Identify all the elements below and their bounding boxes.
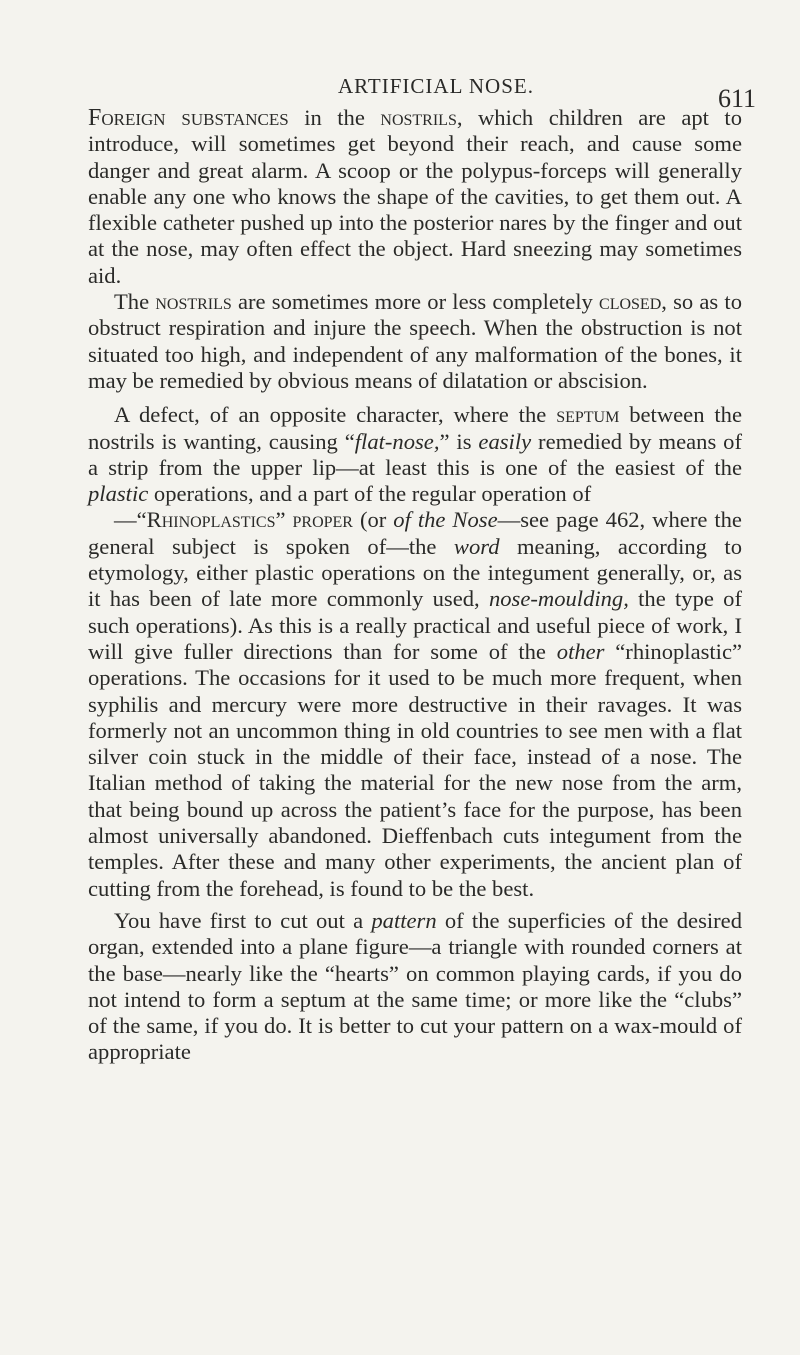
italic-term: easily: [478, 428, 532, 454]
paragraph-text-fragment: are sometimes more or less completely: [231, 289, 600, 315]
paragraph-closed-nostrils-body: [88, 289, 742, 394]
small-caps-term: nostrils: [155, 289, 232, 315]
paragraph-text-fragment: A defect, of an opposite character, where the: [114, 402, 557, 428]
italic-term: nose-moulding,: [488, 586, 629, 612]
paragraph-text-fragment: You have first to cut out a: [114, 907, 372, 933]
paragraph-foreign-substances: [88, 105, 742, 289]
page-number: 611: [718, 84, 757, 113]
paragraph-text-fragment: —see page 462, where the general subject is spoken of—the: [88, 507, 742, 559]
paragraph-text-fragment: between the nostrils is wanting, causing “: [88, 402, 743, 454]
paragraph-text-fragment: —“: [114, 507, 147, 533]
italic-term: pattern: [371, 907, 437, 933]
italic-term: flat-nose,: [354, 428, 440, 454]
italic-term: plastic: [88, 481, 149, 507]
small-caps-term: septum: [556, 402, 620, 428]
italic-term: other: [556, 638, 605, 664]
small-caps-term: nostrils: [380, 105, 457, 130]
paragraph-rhinoplastics: [88, 507, 742, 901]
paragraph-septum-defect: [88, 402, 742, 507]
small-caps-term: closed: [599, 289, 662, 315]
italic-term: of the Nose: [393, 507, 498, 533]
paragraph-text: of the superficies of the desired organ, extended into a plane figure—a triangle with rounded corners at the base—nearly like the “hearts” on common playing cards, if you do not intend to form a septum at the same time; or more like the “clubs” of the same, if you do. It is better to cut your pattern on a wax-mould of appropriate: [88, 907, 742, 1065]
small-caps-term: proper: [292, 507, 353, 533]
italic-term: word: [453, 533, 500, 559]
body-text: [88, 105, 742, 1066]
paragraph-text: , so as to obstruct respiration and injure the speech. When the obstruction is not situated too high, and independent of any malformation of the bones, it may be remedied by obvious means of dilatation or abscision.: [88, 289, 743, 393]
paragraph-text-fragment: ” is: [439, 428, 479, 454]
paragraph-pattern: [88, 908, 742, 1066]
paragraph-text-fragment: ”: [275, 507, 293, 533]
paragraph-text-fragment: remedied by means of a strip from the upper lip—at least this is one of the easiest of the: [88, 428, 742, 480]
paragraph-text: , which children are apt to introduce, will sometimes get beyond their reach, and cause some danger and great alarm. A scoop or the polypus-forceps will generally enable any one who knows the shape of the cavities, to get them out. A flexible catheter pushed up into the posterior nares by the finger and out at the nose, may often effect the object. Hard sneezing may sometimes aid.: [88, 105, 743, 288]
paragraph-text-fragment: the type of such operations). As this is a really practical and useful piece of work, I will give fuller directions than for some of the: [88, 586, 742, 664]
paragraph-text: operations, and a part of the regular operation of: [148, 481, 592, 507]
lead-small-caps: Foreign substances: [88, 105, 289, 131]
paragraph-text-fragment: The: [114, 289, 156, 315]
small-caps-term: Rhinoplastics: [146, 507, 276, 533]
running-title: ARTIFICIAL NOSE.: [338, 74, 534, 98]
paragraph-text: “rhinoplastic” operations. The occasions for it used to be much more frequent, when syphilis and mercury were more destructive in their ravages. It was formerly not an uncommon thing in old countries to see men with a flat silver coin stuck in the middle of their face, instead of a nose. The Italian method of taking the material for the new nose from the arm, that being bound up across the patient’s face for the purpose, has been almost universally abandoned. Dieffenbach cuts integument from the temples. After these and many other experiments, the ancient plan of cutting from the forehead, is found to be the best.: [88, 638, 743, 901]
paragraph-text-fragment: in the: [288, 105, 381, 130]
paragraph-text-fragment: (or: [352, 507, 394, 533]
paragraph-text-fragment: meaning, according to etymology, either plastic operations on the integument generally, or, as it has been of late more commonly used,: [88, 533, 742, 612]
